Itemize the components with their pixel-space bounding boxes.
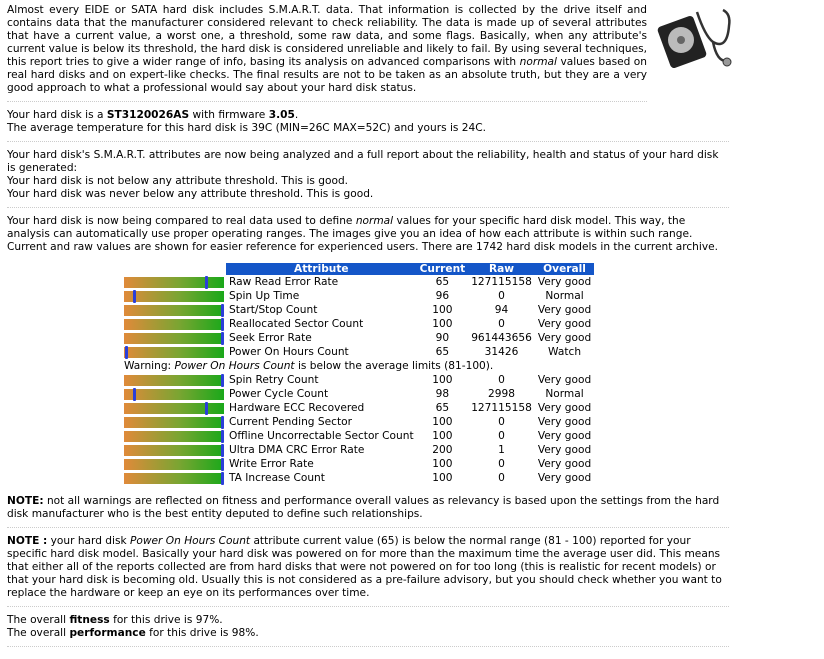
performance-value: for this drive is 98%.	[149, 627, 259, 639]
raw-value: 1	[498, 444, 505, 456]
current-value: 90	[435, 332, 450, 344]
attribute-name: Spin Retry Count	[229, 374, 319, 386]
intro-paragraph	[7, 4, 647, 102]
table-row	[124, 471, 594, 485]
analysis-line: Your hard disk's S.M.A.R.T. attributes are now being analyzed and a full report about the reliability, health and status of your hard disk is generated:	[7, 149, 719, 174]
note-b: attribute current value (65) is below the normal range (81 - 100) reported for your specific hard disk model. Basically your hard disk was powered on for more than the maximum time the average user did. This means that either all of the reports collected are from hard disks that were not powered on for too long (this is realistic for recent models) or that your hard disk is becoming old. Usually this is not considered as a pre-failure advisory, but you should check whether you want to replace the hardware or keep an eye on its performances over time.	[7, 535, 722, 599]
analysis-info	[7, 149, 729, 208]
range-marker	[133, 388, 136, 401]
hard-disk-stethoscope-icon	[657, 6, 739, 68]
attribute-name: Write Error Rate	[229, 458, 314, 470]
attribute-name: Start/Stop Count	[229, 304, 318, 316]
raw-value: 94	[494, 304, 509, 316]
compare-info	[7, 215, 729, 260]
overall-value: Normal	[545, 388, 584, 400]
temperature-text: The average temperature for this hard disk is 39C (MIN=26C MAX=52C) and yours is 24C.	[7, 122, 487, 134]
analysis-line: Your hard disk was never below any attribute threshold. This is good.	[7, 188, 374, 200]
range-marker	[221, 304, 224, 317]
raw-value: 961443656	[471, 332, 532, 344]
range-bar	[124, 387, 226, 401]
header-attribute: Attribute	[226, 263, 417, 275]
current-value: 100	[432, 318, 453, 330]
intro-text: Almost every EIDE or SATA hard disk includes S.M.A.R.T. data. That information is collected by the drive itself and contains data that the manufacturer considered relevant to check reliability. The data is made up of several attributes that have a current value, a worst one, a threshold, some raw data, and some flags. Basically, when any attribute's current value is below its threshold, the hard disk is considered unreliable and likely to fail. By using several techniques, this report tries to give a wider range of info, basing its analysis on advanced comparisons with	[7, 4, 647, 68]
disk-pre: Your hard disk is a	[7, 109, 104, 121]
attribute-name: Reallocated Sector Count	[229, 318, 364, 330]
warning-row	[124, 359, 594, 373]
fitness-value: for this drive is 97%.	[113, 614, 223, 626]
overall-summary	[7, 614, 729, 647]
table-row	[124, 345, 594, 359]
range-bar	[124, 471, 226, 485]
attribute-name: Ultra DMA CRC Error Rate	[229, 444, 365, 456]
range-marker	[221, 374, 224, 387]
firmware: 3.05	[268, 109, 295, 121]
table-row	[124, 387, 594, 401]
fitness-label: fitness	[69, 614, 110, 626]
table-row	[124, 429, 594, 443]
raw-value: 0	[498, 374, 505, 386]
attribute-name: Power On Hours Count	[229, 346, 349, 358]
raw-value: 0	[498, 290, 505, 302]
raw-value: 0	[498, 430, 505, 442]
range-bar	[124, 429, 226, 443]
range-marker	[125, 346, 128, 359]
table-row	[124, 443, 594, 457]
header-current: Current	[417, 263, 469, 275]
range-bar	[124, 303, 226, 317]
table-row	[124, 303, 594, 317]
overall-value: Normal	[545, 290, 584, 302]
attribute-name: Offline Uncorrectable Sector Count	[229, 430, 414, 442]
range-marker	[205, 402, 208, 415]
range-bar	[124, 457, 226, 471]
current-value: 100	[432, 304, 453, 316]
overall-value: Very good	[537, 416, 592, 428]
current-value: 200	[432, 444, 453, 456]
range-marker	[221, 416, 224, 429]
range-bar	[124, 275, 226, 289]
current-value: 100	[432, 458, 453, 470]
table-row	[124, 415, 594, 429]
performance-label: performance	[69, 627, 146, 639]
range-bar	[124, 317, 226, 331]
current-value: 98	[435, 388, 450, 400]
raw-value: 31426	[484, 346, 519, 358]
raw-value: 0	[498, 458, 505, 470]
attribute-name: TA Increase Count	[229, 472, 325, 484]
warning-text: Warning: Power On Hours Count is below the average limits (81-100).	[124, 360, 494, 372]
raw-value: 127115158	[471, 276, 532, 288]
raw-value: 0	[498, 472, 505, 484]
current-value: 65	[435, 346, 450, 358]
range-marker	[221, 472, 224, 485]
range-marker	[221, 332, 224, 345]
current-value: 65	[435, 402, 450, 414]
range-bar	[124, 401, 226, 415]
current-value: 65	[435, 276, 450, 288]
note-1	[7, 495, 729, 528]
overall-value: Very good	[537, 374, 592, 386]
table-row	[124, 289, 594, 303]
attribute-name: Raw Read Error Rate	[229, 276, 339, 288]
range-bar	[124, 373, 226, 387]
raw-value: 2998	[488, 388, 515, 400]
table-row	[124, 373, 594, 387]
raw-value: 0	[498, 318, 505, 330]
overall-value: Very good	[537, 444, 592, 456]
overall-value: Very good	[537, 472, 592, 484]
overall-value: Very good	[537, 430, 592, 442]
overall-value: Very good	[537, 458, 592, 470]
note-text: not all warnings are reflected on fitness and performance overall values as relevancy is based upon the settings from the hard disk manufacturer who is the best entity deputed to define such relationships.	[7, 495, 720, 520]
compare-b: values for your specific hard disk model. This way, the analysis can automatically use proper operating ranges. The images give you an idea of how each attribute is within such range. Current and raw values are shown for easier reference for experienced users. There are 1742 hard disk models in the current archive.	[7, 215, 718, 253]
range-marker	[205, 276, 208, 289]
attribute-name: Power Cycle Count	[229, 388, 329, 400]
intro-end: values based on real hard disks and on expert-like checks. The final results are not to be taken as an absolute truth, but they are a very good approach to what a professional would say about your hard disk status.	[7, 56, 648, 94]
range-marker	[221, 458, 224, 471]
current-value: 100	[432, 416, 453, 428]
current-value: 100	[432, 472, 453, 484]
range-bar	[124, 289, 226, 303]
note-em: Power On Hours Count	[130, 535, 251, 547]
disk-model: ST3120026AS	[106, 109, 190, 121]
note-a: your hard disk	[50, 535, 127, 547]
current-value: 100	[432, 374, 453, 386]
compare-a: Your hard disk is now being compared to real data used to define	[7, 215, 353, 227]
table-row	[124, 275, 594, 289]
current-value: 100	[432, 430, 453, 442]
compare-em: normal	[355, 215, 394, 227]
range-bar	[124, 345, 226, 359]
overall-value: Very good	[537, 318, 592, 330]
current-value: 96	[435, 290, 450, 302]
overall-value: Very good	[537, 402, 592, 414]
overall-value: Very good	[537, 332, 592, 344]
overall-value: Very good	[537, 276, 592, 288]
range-marker	[221, 318, 224, 331]
disk-mid: with firmware	[192, 109, 266, 121]
range-marker	[221, 444, 224, 457]
table-row	[124, 401, 594, 415]
table-row	[124, 457, 594, 471]
attribute-name: Seek Error Rate	[229, 332, 312, 344]
range-marker	[221, 430, 224, 443]
note-label: NOTE:	[7, 495, 44, 507]
note-label: NOTE :	[7, 535, 48, 547]
overall-value: Watch	[548, 346, 582, 358]
attribute-name: Spin Up Time	[229, 290, 300, 302]
table-row	[124, 331, 594, 345]
range-bar	[124, 331, 226, 345]
raw-value: 127115158	[471, 402, 532, 414]
note-2	[7, 535, 729, 607]
fitness-pre: The overall	[7, 614, 67, 626]
header-raw: Raw	[468, 263, 535, 275]
table-row	[124, 317, 594, 331]
disk-info: Your hard disk is a ST3120026AS with firmware 3.05. The average temperature for this hard disk is 39C (MIN=26C MAX=52C) and yours is 24C.	[7, 109, 729, 142]
overall-value: Very good	[537, 304, 592, 316]
report	[7, 4, 729, 654]
analysis-line: Your hard disk is not below any attribute threshold. This is good.	[7, 175, 349, 187]
intro-em: normal	[519, 56, 557, 68]
raw-value: 0	[498, 416, 505, 428]
header-overall: Overall	[535, 263, 594, 275]
attribute-name: Hardware ECC Recovered	[229, 402, 365, 414]
performance-pre: The overall	[7, 627, 67, 639]
attributes-table	[124, 263, 594, 485]
range-marker	[133, 290, 136, 303]
range-bar	[124, 415, 226, 429]
attribute-name: Current Pending Sector	[229, 416, 352, 428]
range-bar	[124, 443, 226, 457]
